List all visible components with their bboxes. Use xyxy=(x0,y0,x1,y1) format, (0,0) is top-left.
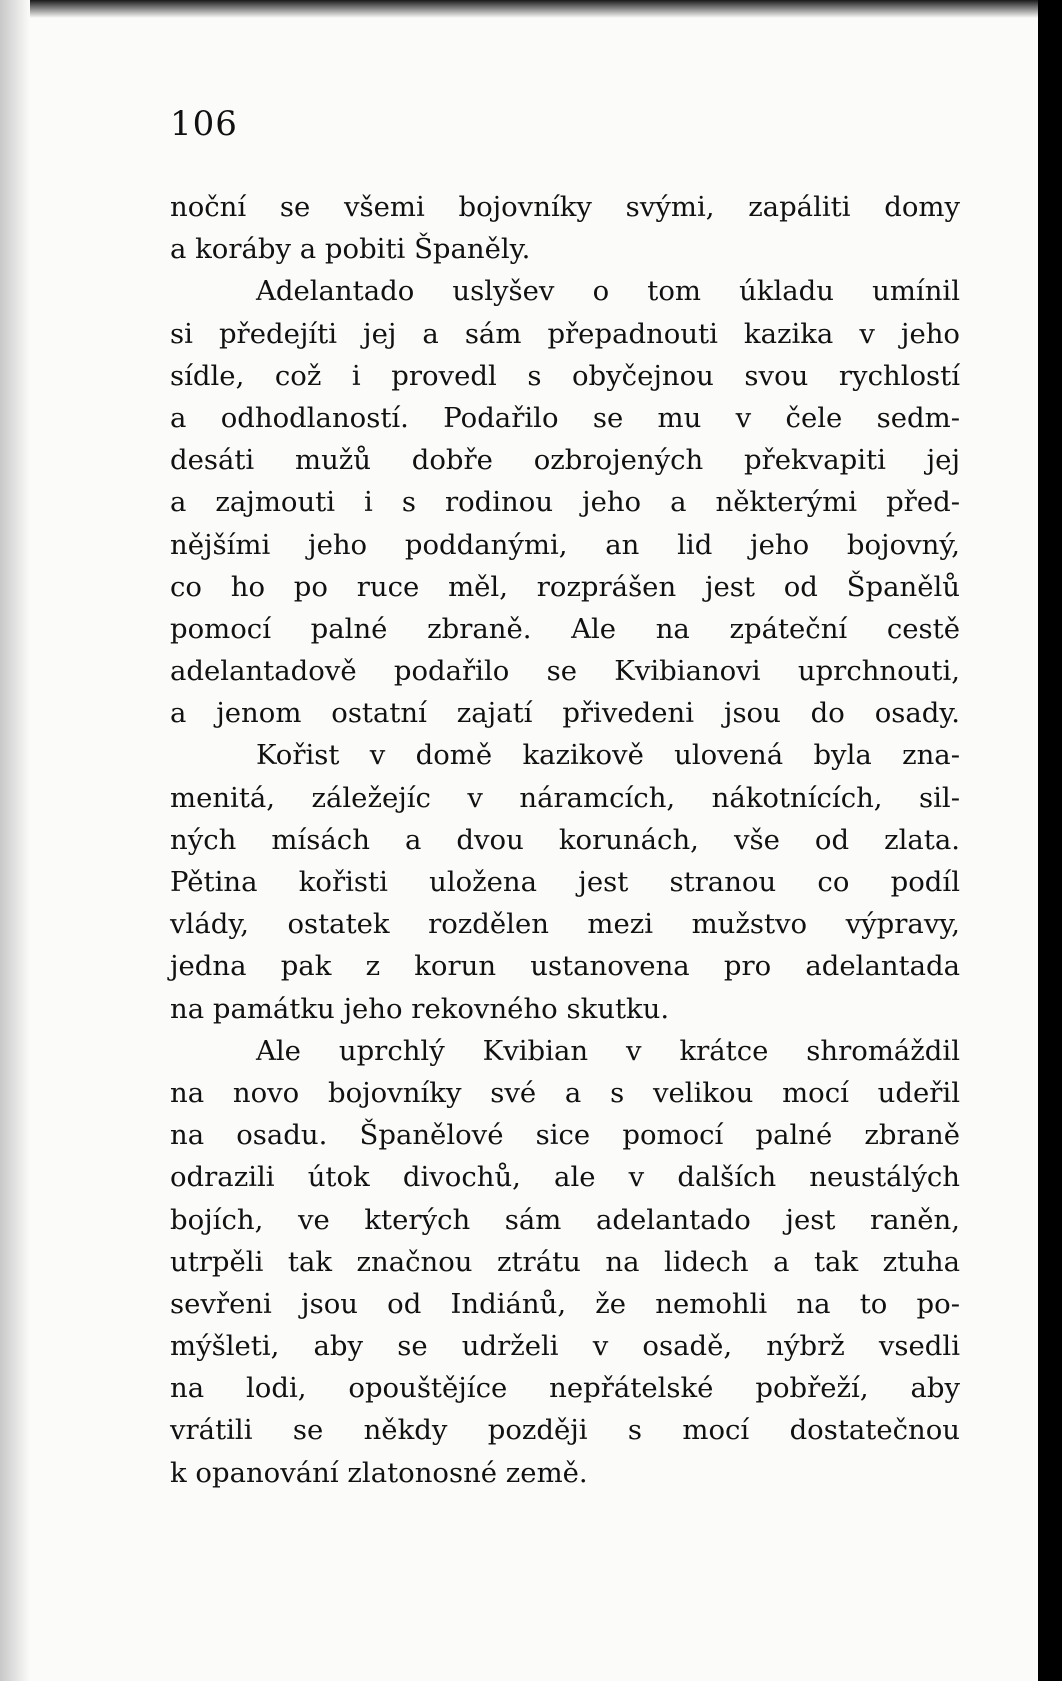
text-line: Ale uprchlý Kvibian v krátce shromáždil xyxy=(256,1034,960,1067)
text-line: odrazili útok divochů, ale v dalších neustálých xyxy=(170,1161,960,1194)
text-line: vlády, ostatek rozdělen mezi mužstvo výpravy, xyxy=(170,908,960,941)
text-line: na památku jeho rekovného skutku. xyxy=(170,992,670,1025)
text-line: vrátili se někdy později s mocí dostatečnou xyxy=(170,1414,960,1447)
text-line: a jenom ostatní zajatí přivedeni jsou do osady. xyxy=(170,697,960,730)
text-line: a koráby a pobiti Španěly. xyxy=(170,233,531,266)
scan-border xyxy=(1038,0,1062,1681)
text-line: nějšími jeho poddanými, an lid jeho bojovný, xyxy=(170,528,960,561)
text-line: menitá, záležejíc v náramcích, nákotnících, sil- xyxy=(170,781,960,814)
text-line: Adelantado uslyšev o tom úkladu umínil xyxy=(256,275,960,308)
text-line: k opanování zlatonosné země. xyxy=(170,1456,588,1489)
text-line: noční se všemi bojovníky svými, zapáliti domy xyxy=(170,191,960,223)
text-line: mýšleti, aby se udrželi v osadě, nýbrž vsedli xyxy=(170,1330,960,1363)
text-line: adelantadově podařilo se Kvibianovi uprchnouti, xyxy=(170,655,960,688)
text-line: na lodi, opouštějíce nepřátelské pobřeží, aby xyxy=(170,1372,960,1405)
text-line: na osadu. Španělové sice pomocí palné zbraně xyxy=(170,1119,960,1152)
text-line: Kořist v domě kazikově ulovená byla zna- xyxy=(256,739,960,772)
left-edge-shadow xyxy=(0,0,30,1681)
body-text xyxy=(170,186,960,1494)
text-line: sídle, což i provedl s obyčejnou svou rychlostí xyxy=(170,359,960,392)
text-line: bojích, ve kterých sám adelantado jest raněn, xyxy=(170,1203,960,1236)
text-line: Pětina kořisti uložena jest stranou co podíl xyxy=(170,866,960,898)
text-line: na novo bojovníky své a s velikou mocí udeřil xyxy=(170,1076,960,1109)
text-line: sevřeni jsou od Indiánů, že nemohli na to po- xyxy=(170,1287,960,1320)
text-line: co ho po ruce měl, rozprášen jest od Španělů xyxy=(170,570,960,603)
text-line: a odhodlaností. Podařilo se mu v čele sedm- xyxy=(170,401,960,434)
text-line: desáti mužů dobře ozbrojených překvapiti jej xyxy=(170,444,960,477)
text-line: a zajmouti i s rodinou jeho a některými před- xyxy=(170,486,960,519)
text-line: utrpěli tak značnou ztrátu na lidech a tak ztuha xyxy=(170,1245,960,1278)
page-number: 106 xyxy=(170,104,238,144)
text-line: jedna pak z korun ustanovena pro adelantada xyxy=(170,950,960,983)
text-line: si předejíti jej a sám přepadnouti kazika v jeho xyxy=(170,317,960,350)
text-line: pomocí palné zbraně. Ale na zpáteční cestě xyxy=(170,612,960,645)
top-edge-shadow xyxy=(0,0,1038,18)
text-line: ných mísách a dvou korunách, vše od zlata. xyxy=(170,823,960,856)
